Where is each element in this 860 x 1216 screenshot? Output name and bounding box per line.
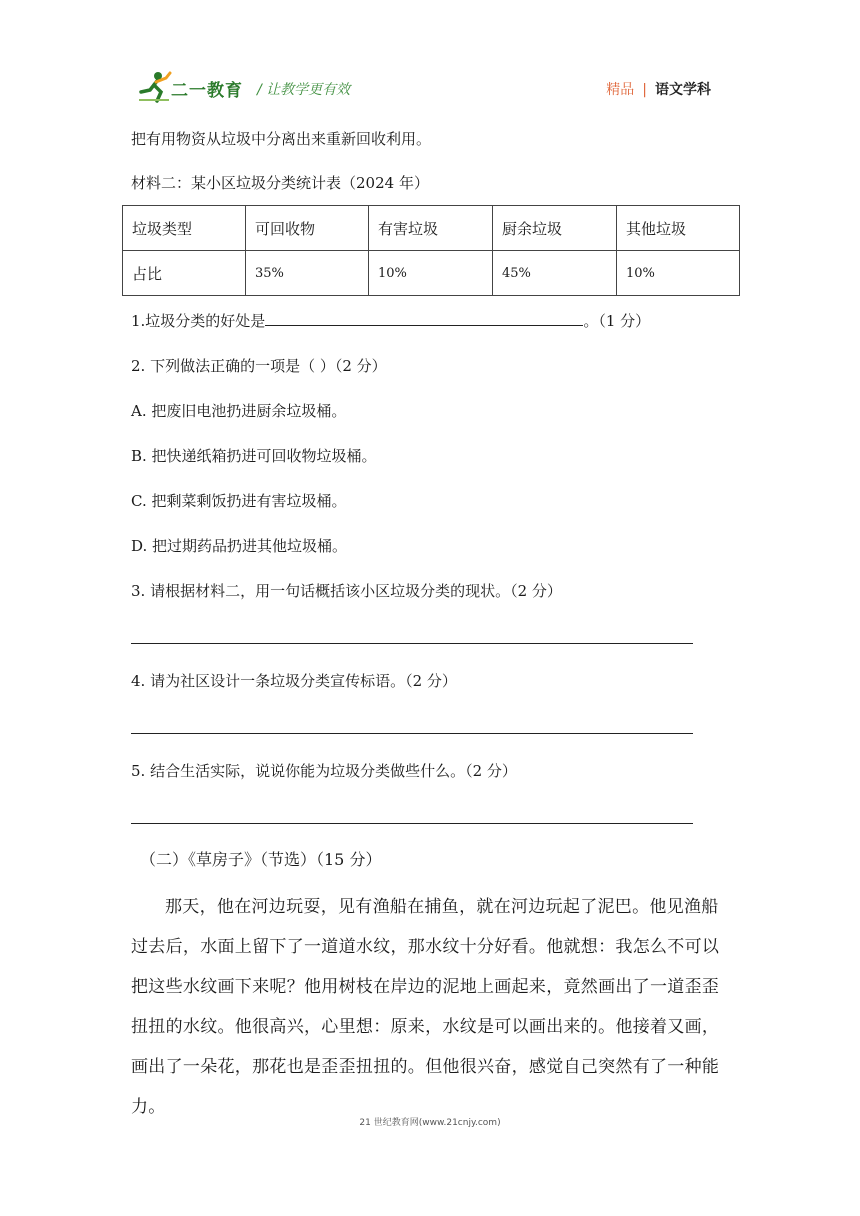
option-a: A. 把废旧电池扔进厨余垃圾桶。 — [131, 402, 347, 420]
question-5-answer-line[interactable] — [131, 823, 693, 824]
intro-line: 把有用物资从垃圾中分离出来重新回收利用。 — [131, 130, 432, 148]
option-c: C. 把剩菜剩饭扔进有害垃圾桶。 — [131, 492, 347, 510]
option-d: D. 把过期药品扔进其他垃圾桶。 — [131, 537, 348, 555]
table-cell: 占比 — [123, 251, 246, 296]
section-two-title: （二）《草房子》（节选）（15 分） — [140, 850, 382, 869]
table-header-cell: 垃圾类型 — [123, 206, 246, 251]
logo — [137, 70, 247, 104]
runner-logo-icon — [137, 70, 173, 104]
brand-label — [606, 79, 711, 99]
statistics-table — [122, 205, 740, 296]
question-4-answer-line[interactable] — [131, 733, 693, 734]
brand-separator: | — [642, 82, 647, 98]
question-1-prefix: 1.垃圾分类的好处是 — [131, 312, 266, 330]
question-3-answer-line[interactable] — [131, 643, 693, 644]
table-header-cell: 有害垃圾 — [369, 206, 493, 251]
subject-label: 语文学科 — [655, 82, 711, 98]
logo-text: 二一教育 — [171, 81, 243, 101]
slogan: / 让教学更有效 — [257, 82, 351, 98]
question-5: 5. 结合生活实际，说说你能为垃圾分类做些什么。（2 分） — [131, 762, 517, 780]
table-cell: 10% — [369, 251, 493, 296]
question-2: 2. 下列做法正确的一项是（ ）（2 分） — [131, 357, 387, 375]
table-cell: 10% — [617, 251, 740, 296]
question-1 — [131, 311, 650, 331]
brand-quality: 精品 — [606, 82, 635, 98]
option-b: B. 把快递纸箱扔进可回收物垃圾桶。 — [131, 447, 377, 465]
material-title: 材料二：某小区垃圾分类统计表（2024 年） — [131, 174, 429, 192]
table-cell: 45% — [493, 251, 617, 296]
question-1-answer-blank[interactable] — [265, 311, 583, 326]
page-footer: 21 世纪教育网(www.21cnjy.com) — [359, 1118, 501, 1128]
table-cell: 35% — [246, 251, 369, 296]
passage-paragraph: 那天，他在河边玩耍，见有渔船在捕鱼，就在河边玩起了泥巴。他见渔船过去后，水面上留下了一道道水纹，那水纹十分好看。他就想：我怎么不可以把这些水纹画下来呢？他用树枝在岸边的泥地上画起来，竟然画出了一道歪歪扭扭的水纹。他很高兴，心里想：原来，水纹是可以画出来的。他接着又画，画出了一朵花，那花也是歪歪扭扭的。但他很兴奋，感觉自己突然有了一种能力。 — [131, 897, 720, 1117]
table-header-cell: 厨余垃圾 — [493, 206, 617, 251]
question-3: 3. 请根据材料二，用一句话概括该小区垃圾分类的现状。（2 分） — [131, 582, 562, 600]
question-1-suffix: 。（1 分） — [583, 312, 651, 330]
table-header-cell: 可回收物 — [246, 206, 369, 251]
table-header-cell: 其他垃圾 — [617, 206, 740, 251]
table-row — [123, 251, 740, 296]
question-4: 4. 请为社区设计一条垃圾分类宣传标语。（2 分） — [131, 672, 457, 690]
page-header — [137, 70, 717, 104]
table-header-row — [123, 206, 740, 251]
